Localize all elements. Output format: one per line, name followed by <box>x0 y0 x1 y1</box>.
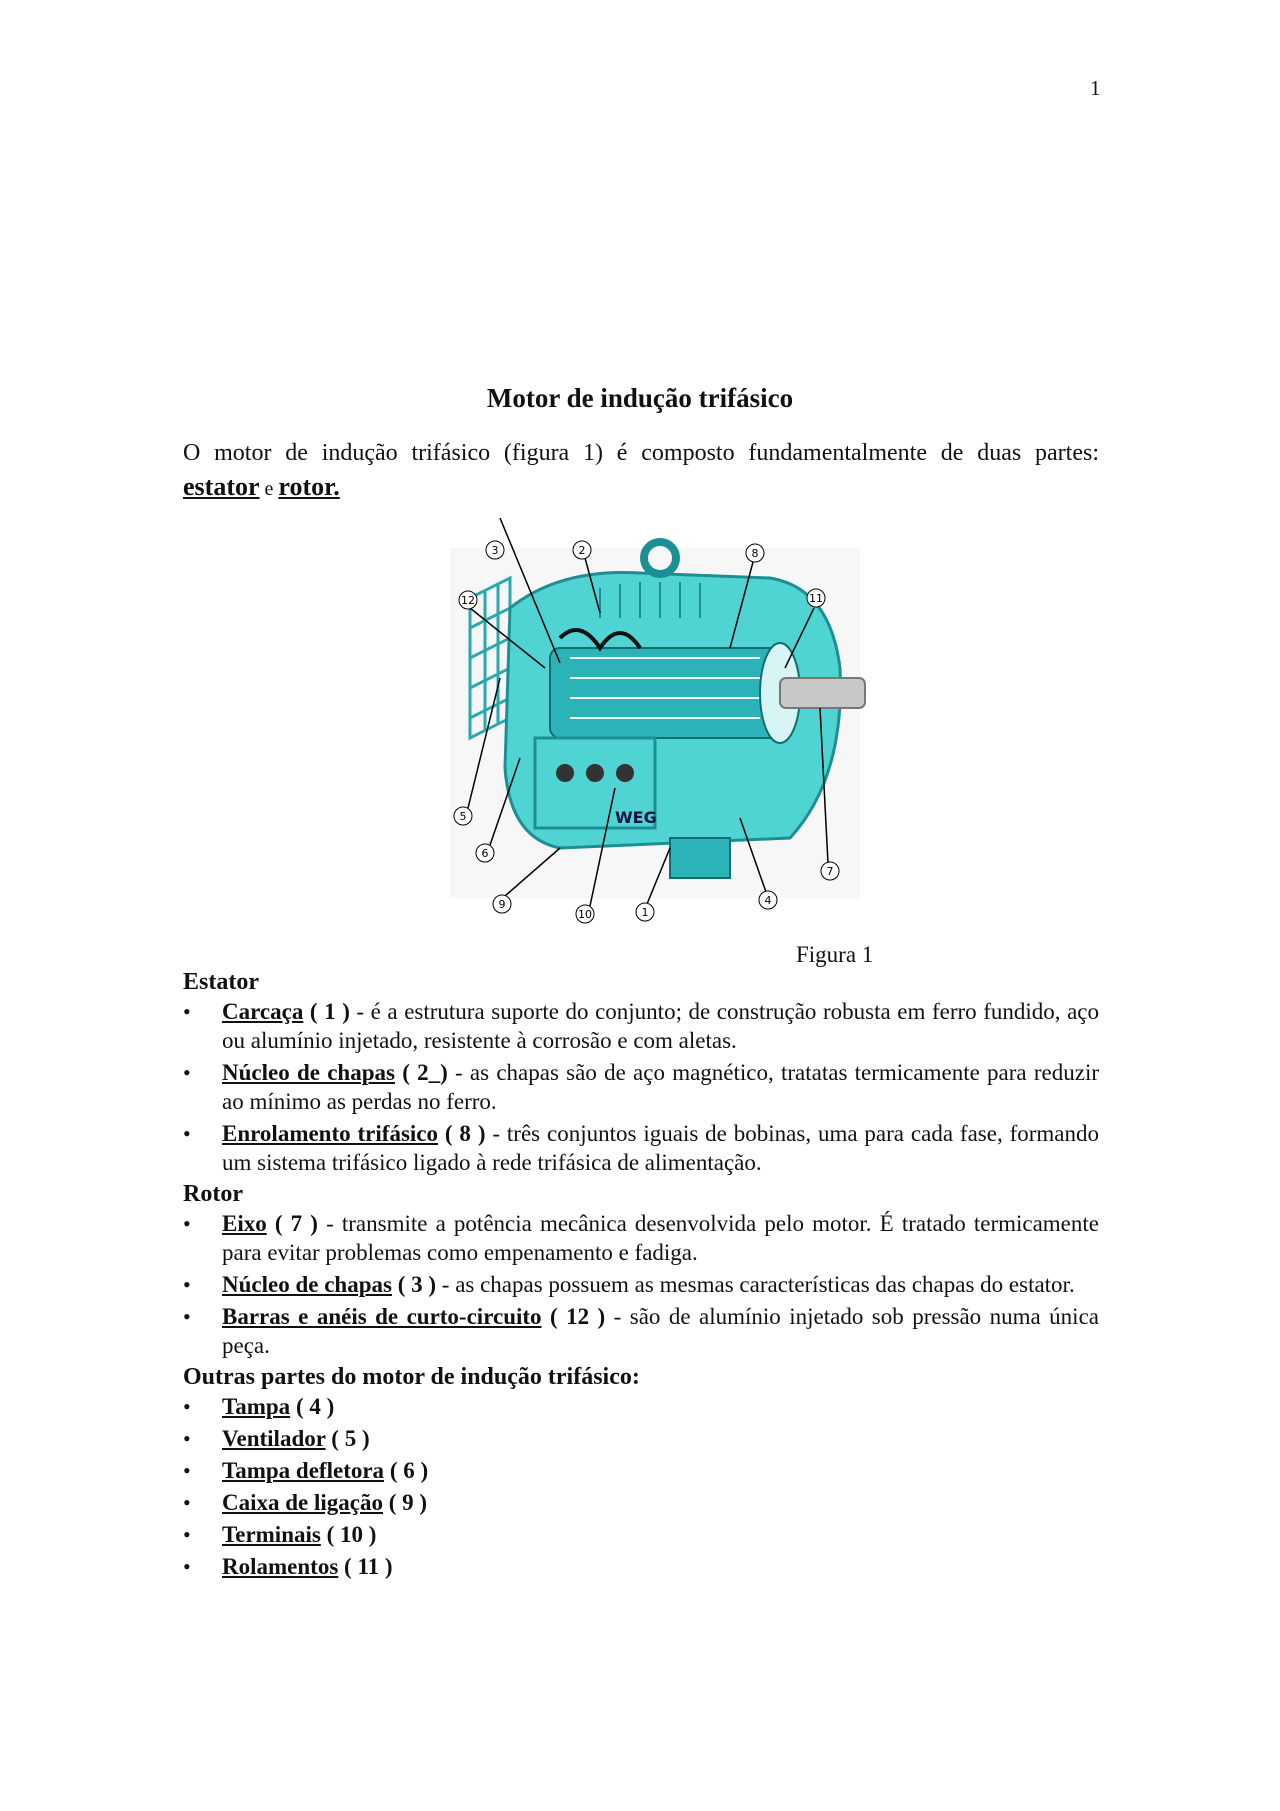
intro-line: O motor de indução trifásico (figura 1) é composto fundamentalmente de duas partes: <box>183 440 1099 466</box>
callout-10 <box>576 905 594 923</box>
motor-figure <box>440 518 890 938</box>
item-term: Rolamentos <box>222 1554 339 1579</box>
item-ref: ( 10 ) <box>320 1522 377 1547</box>
list-item <box>183 1488 1099 1517</box>
callout-label: 11 <box>809 592 823 605</box>
motor-foot <box>670 838 730 878</box>
rotor-list <box>183 1209 1099 1360</box>
callout-2 <box>573 541 591 559</box>
brand-logo: WEG <box>615 808 657 827</box>
rotor-core <box>550 648 780 738</box>
item-term: Núcleo de chapas <box>222 1272 392 1297</box>
item-term: Tampa defletora <box>222 1458 385 1483</box>
list-item <box>183 1456 1099 1485</box>
item-text: - três conjuntos iguais de bobinas, uma para cada fase, formando um sistema trifásico ligado à rede trifásica de alimentação. <box>222 1121 1099 1175</box>
page-number: 1 <box>1090 76 1101 100</box>
item-ref: ( 2_) <box>394 1060 448 1085</box>
item-ref: ( 4 ) <box>290 1394 335 1419</box>
item-ref: ( 7 ) <box>266 1211 318 1236</box>
callout-label: 8 <box>751 547 759 560</box>
intro-paragraph <box>183 436 1099 506</box>
bullet: • <box>183 1304 191 1329</box>
page-title: Motor de indução trifásico <box>486 383 794 413</box>
item-term: Caixa de ligação <box>222 1490 383 1515</box>
motor-cutaway-illustration <box>440 518 890 938</box>
callout-label: 5 <box>459 810 467 823</box>
bullet: • <box>183 1522 191 1547</box>
item-term: Barras e anéis de curto-circuito <box>222 1304 542 1329</box>
item-ref: ( 9 ) <box>383 1490 428 1515</box>
callout-label: 3 <box>491 544 499 557</box>
item-ref: ( 12 ) <box>541 1304 606 1329</box>
bullet: • <box>183 999 191 1024</box>
item-text: - é a estrutura suporte do conjunto; de construção robusta em ferro fundido, aço ou alumínio injetado, resistente à corrosão e com aletas. <box>222 999 1099 1053</box>
list-item <box>183 1302 1099 1360</box>
callout-12 <box>459 591 477 609</box>
callout-3 <box>486 541 504 559</box>
figure-caption: Figura 1 <box>796 942 874 967</box>
list-item <box>183 1424 1099 1453</box>
callout-label: 9 <box>498 898 506 911</box>
list-item <box>183 1119 1099 1177</box>
section-heading-other-parts: Outras partes do motor de indução trifásico: <box>183 1364 640 1390</box>
callout-label: 4 <box>764 894 772 907</box>
item-term: Eixo <box>222 1211 267 1236</box>
estator-list <box>183 997 1099 1177</box>
bullet: • <box>183 1060 191 1085</box>
item-term: Ventilador <box>222 1426 326 1451</box>
motor-shaft <box>780 678 865 708</box>
bullet: • <box>183 1554 191 1579</box>
callout-label: 6 <box>481 847 489 860</box>
bullet: • <box>183 1490 191 1515</box>
list-item <box>183 1392 1099 1421</box>
item-ref: ( 1 ) <box>303 999 350 1024</box>
bullet: • <box>183 1426 191 1451</box>
item-term: Carcaça <box>222 999 304 1024</box>
item-text: - as chapas são de aço magnético, tratatas termicamente para reduzir ao mínimo as perdas no ferro. <box>222 1060 1099 1114</box>
callout-9 <box>493 895 511 913</box>
intro-connector: e <box>259 478 279 500</box>
item-ref: ( 3 ) <box>391 1272 437 1297</box>
callout-8 <box>746 544 764 562</box>
item-text: - as chapas possuem as mesmas características das chapas do estator. <box>436 1272 1075 1297</box>
callout-6 <box>476 844 494 862</box>
list-item <box>183 1209 1099 1267</box>
item-term: Enrolamento trifásico <box>222 1121 438 1146</box>
terminals <box>556 764 634 782</box>
callout-11 <box>807 589 825 607</box>
intro-keyword-rotor: rotor. <box>278 472 340 501</box>
callout-1 <box>636 903 654 921</box>
callout-4 <box>759 891 777 909</box>
other-parts-list <box>183 1392 1099 1581</box>
bullet: • <box>183 1272 191 1297</box>
callout-label: 7 <box>826 865 834 878</box>
item-text: - são de alumínio injetado sob pressão numa única peça. <box>222 1304 1099 1358</box>
section-heading-rotor: Rotor <box>183 1181 243 1207</box>
list-item <box>183 1058 1099 1116</box>
item-term: Terminais <box>222 1522 321 1547</box>
callout-label: 12 <box>461 594 475 607</box>
callout-7 <box>821 862 839 880</box>
item-ref: ( 5 ) <box>325 1426 370 1451</box>
bullet: • <box>183 1458 191 1483</box>
item-ref: ( 11 ) <box>338 1554 393 1579</box>
list-item <box>183 1270 1099 1299</box>
item-ref: ( 6 ) <box>384 1458 429 1483</box>
document-body <box>183 968 1099 1584</box>
item-term: Tampa <box>222 1394 291 1419</box>
bullet: • <box>183 1121 191 1146</box>
intro-keyword-estator: estator <box>183 472 260 501</box>
item-term: Núcleo de chapas <box>222 1060 395 1085</box>
callout-label: 10 <box>578 908 592 921</box>
item-text: - transmite a potência mecânica desenvolvida pelo motor. É tratado termicamente para evitar problemas como empenamento e fadiga. <box>222 1211 1099 1265</box>
callout-label: 1 <box>641 906 649 919</box>
bullet: • <box>183 1394 191 1419</box>
list-item <box>183 1520 1099 1549</box>
list-item <box>183 1552 1099 1581</box>
bullet: • <box>183 1211 191 1236</box>
item-ref: ( 8 ) <box>438 1121 486 1146</box>
callout-label: 2 <box>578 544 586 557</box>
callout-5 <box>454 807 472 825</box>
section-heading-estator: Estator <box>183 969 259 995</box>
list-item <box>183 997 1099 1055</box>
